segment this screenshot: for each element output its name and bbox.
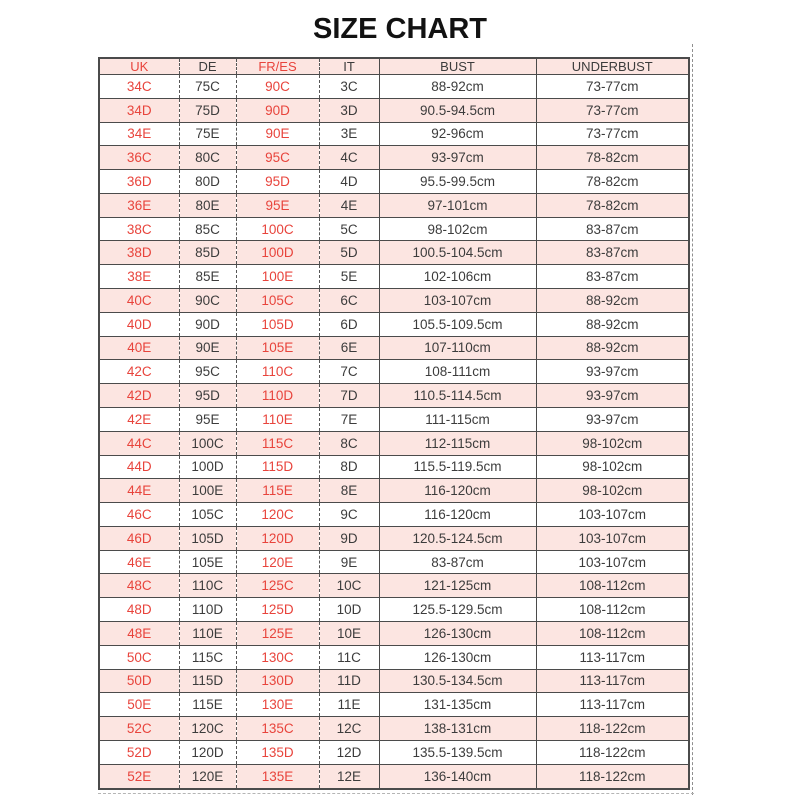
table-cell: 110E [236,407,319,431]
table-row [99,217,689,241]
table-cell: 88-92cm [379,75,536,99]
table-cell: 98-102cm [536,455,689,479]
table-row [99,455,689,479]
table-cell: 46C [126,506,152,522]
table-cell: 100C [179,431,236,455]
table-cell: 130E [236,693,319,717]
table-cell: 52C [99,717,179,741]
table-cell: 44C [99,431,179,455]
table-cell: 9D [319,526,379,550]
table-cell: 78-82cm [536,146,689,170]
table-row [99,526,689,550]
table-cell: 34E [127,126,152,142]
table-cell: 83-87cm [536,217,689,241]
table-cell: 88-92cm [536,289,689,313]
table-cell: 12C [319,717,379,741]
table-cell: 95E [236,193,319,217]
table-cell: 98-102cm [536,479,689,503]
column-header-fr-es: FR/ES [236,58,319,75]
table-cell: 7C [319,360,379,384]
table-cell: 98-102cm [379,217,536,241]
table-cell: 85C [179,217,236,241]
table-cell: 80D [179,170,236,194]
table-row [99,122,689,146]
table-cell: 98-102cm [536,431,689,455]
table-cell: 105E [179,550,236,574]
table-cell: 8E [319,479,379,503]
table-row [99,360,689,384]
table-cell: 40D [126,316,152,332]
table-cell: 52D [126,744,152,760]
table-cell: 136-140cm [379,764,536,789]
table-cell: 12D [319,740,379,764]
table-cell: 103-107cm [379,289,536,313]
table-cell: 95.5-99.5cm [379,170,536,194]
table-row [99,265,689,289]
table-cell: 90D [236,98,319,122]
table-cell: 125E [236,621,319,645]
table-cell: 102-106cm [379,265,536,289]
table-cell: 103-107cm [536,526,689,550]
table-cell: 120E [236,550,319,574]
page-title: SIZE CHART [313,13,487,45]
table-cell: 73-77cm [536,75,689,99]
table-cell: 90C [179,289,236,313]
table-cell: 111-115cm [379,407,536,431]
table-cell: 120C [236,503,319,527]
table-cell: 38E [127,269,152,285]
column-header-it: IT [319,58,379,75]
table-cell: 50C [126,649,152,665]
table-cell: 6C [319,289,379,313]
table-cell: 110C [179,574,236,598]
table-cell: 103-107cm [536,503,689,527]
table-cell: 8D [319,455,379,479]
table-row [99,289,689,313]
table-cell: 135D [236,740,319,764]
table-cell: 40C [99,289,179,313]
table-cell: 115C [236,431,319,455]
table-cell: 107-110cm [379,336,536,360]
table-cell: 10D [319,598,379,622]
table-cell: 88-92cm [536,312,689,336]
table-cell: 118-122cm [536,740,689,764]
table-cell: 80C [179,146,236,170]
table-cell: 113-117cm [536,645,689,669]
table-cell: 100E [179,479,236,503]
table-row [99,384,689,408]
table-row [99,241,689,265]
table-row [99,645,689,669]
table-cell: 80E [179,193,236,217]
table-cell: 11C [319,645,379,669]
table-cell: 9E [319,550,379,574]
table-cell: 50D [99,669,179,693]
table-cell: 130.5-134.5cm [379,669,536,693]
table-cell: 42C [126,364,152,380]
table-cell: 88-92cm [536,336,689,360]
table-row [99,479,689,503]
table-cell: 115D [236,455,319,479]
table-cell: 97-101cm [379,193,536,217]
table-cell: 90D [179,312,236,336]
table-cell: 83-87cm [379,550,536,574]
table-cell: 11E [319,693,379,717]
table-cell: 5E [319,265,379,289]
table-cell: 95D [179,384,236,408]
table-cell: 92-96cm [379,122,536,146]
table-cell: 95D [236,170,319,194]
table-cell: 85D [179,241,236,265]
table-cell: 36E [99,193,179,217]
table-cell: 44E [99,479,179,503]
table-cell: 131-135cm [379,693,536,717]
table-row [99,75,689,99]
table-cell: 108-112cm [536,598,689,622]
table-cell: 90C [236,75,319,99]
table-cell: 105D [236,312,319,336]
table-row [99,170,689,194]
table-cell: 105D [179,526,236,550]
table-cell: 9C [319,503,379,527]
column-header-underbust: UNDERBUST [536,58,689,75]
table-cell: 110.5-114.5cm [379,384,536,408]
table-cell: 105C [179,503,236,527]
table-cell: 120D [236,526,319,550]
table-cell: 73-77cm [536,122,689,146]
table-cell: 100D [236,241,319,265]
table-cell: 125.5-129.5cm [379,598,536,622]
table-row [99,693,689,717]
table-cell: 138-131cm [379,717,536,741]
table-cell: 90E [179,336,236,360]
table-cell: 105C [236,289,319,313]
table-cell: 116-120cm [379,479,536,503]
table-cell: 90E [236,122,319,146]
table-cell: 50E [127,697,152,713]
table-cell: 113-117cm [536,693,689,717]
table-cell: 48C [99,574,179,598]
table-row [99,740,689,764]
table-cell: 100D [179,455,236,479]
table-cell: 12E [319,764,379,789]
table-cell: 42E [127,411,152,427]
table-row [99,717,689,741]
table-cell: 75E [179,122,236,146]
table-cell: 110D [179,598,236,622]
table-cell: 93-97cm [536,407,689,431]
table-row [99,312,689,336]
table-cell: 100C [236,217,319,241]
table-cell: 38C [126,221,152,237]
table-cell: 93-97cm [536,360,689,384]
table-cell: 5C [319,217,379,241]
table-cell: 103-107cm [536,550,689,574]
column-header-uk: UK [99,58,179,75]
table-cell: 95E [179,407,236,431]
table-cell: 95C [179,360,236,384]
table-cell: 75D [179,98,236,122]
table-cell: 90.5-94.5cm [379,98,536,122]
table-cell: 3E [319,122,379,146]
table-cell: 34C [126,78,152,94]
table-cell: 83-87cm [536,265,689,289]
table-cell: 36D [126,174,152,190]
table-cell: 4D [319,170,379,194]
table-cell: 48D [126,602,152,618]
table-cell: 115.5-119.5cm [379,455,536,479]
table-cell: 130D [236,669,319,693]
table-cell: 10E [319,621,379,645]
table-cell: 11D [319,669,379,693]
table-cell: 4C [319,146,379,170]
table-row [99,598,689,622]
table-cell: 115C [179,645,236,669]
table-cell: 38D [99,241,179,265]
table-cell: 95C [236,146,319,170]
table-cell: 135.5-139.5cm [379,740,536,764]
table-row [99,98,689,122]
table-cell: 120D [179,740,236,764]
table-cell: 112-115cm [379,431,536,455]
table-cell: 75C [179,75,236,99]
table-cell: 5D [319,241,379,265]
table-cell: 118-122cm [536,764,689,789]
table-cell: 108-112cm [536,621,689,645]
table-cell: 110D [236,384,319,408]
table-row [99,550,689,574]
table-cell: 44D [126,459,152,475]
table-cell: 93-97cm [379,146,536,170]
table-cell: 46E [127,554,152,570]
table-cell: 7D [319,384,379,408]
table-cell: 110E [179,621,236,645]
table-cell: 108-111cm [379,360,536,384]
table-row [99,669,689,693]
table-cell: 118-122cm [536,717,689,741]
table-cell: 115D [179,669,236,693]
table-cell: 115E [236,479,319,503]
table-cell: 8C [319,431,379,455]
table-cell: 135E [236,764,319,789]
table-cell: 126-130cm [379,645,536,669]
table-cell: 3C [319,75,379,99]
table-cell: 100E [236,265,319,289]
header-row [99,58,689,75]
table-cell: 130C [236,645,319,669]
table-row [99,764,689,789]
table-cell: 52E [99,764,179,789]
table-cell: 108-112cm [536,574,689,598]
table-cell: 125C [236,574,319,598]
table-cell: 120C [179,717,236,741]
table-cell: 73-77cm [536,98,689,122]
table-cell: 105E [236,336,319,360]
table-cell: 126-130cm [379,621,536,645]
table-cell: 7E [319,407,379,431]
size-chart-table [98,57,690,790]
table-cell: 116-120cm [379,503,536,527]
table-row [99,193,689,217]
table-cell: 85E [179,265,236,289]
table-row [99,621,689,645]
page-break-guide-horizontal [98,793,694,794]
column-header-de: DE [179,58,236,75]
table-row [99,503,689,527]
table-cell: 135C [236,717,319,741]
table-cell: 34D [99,98,179,122]
table-cell: 6D [319,312,379,336]
table-cell: 40E [99,336,179,360]
table-cell: 6E [319,336,379,360]
table-cell: 78-82cm [536,193,689,217]
table-row [99,431,689,455]
table-row [99,146,689,170]
table-cell: 48E [99,621,179,645]
table-row [99,574,689,598]
table-cell: 78-82cm [536,170,689,194]
table-cell: 125D [236,598,319,622]
table-cell: 42D [99,384,179,408]
column-header-bust: BUST [379,58,536,75]
table-cell: 46D [99,526,179,550]
table-cell: 110C [236,360,319,384]
table-cell: 3D [319,98,379,122]
table-row [99,336,689,360]
table-cell: 83-87cm [536,241,689,265]
table-cell: 36C [99,146,179,170]
table-cell: 10C [319,574,379,598]
table-cell: 120E [179,764,236,789]
table-cell: 100.5-104.5cm [379,241,536,265]
table-cell: 115E [179,693,236,717]
table-cell: 4E [319,193,379,217]
table-row [99,407,689,431]
table-body [99,75,689,790]
table-cell: 105.5-109.5cm [379,312,536,336]
page-break-guide-vertical [692,44,693,795]
table-cell: 120.5-124.5cm [379,526,536,550]
table-cell: 113-117cm [536,669,689,693]
table-cell: 93-97cm [536,384,689,408]
table-cell: 121-125cm [379,574,536,598]
